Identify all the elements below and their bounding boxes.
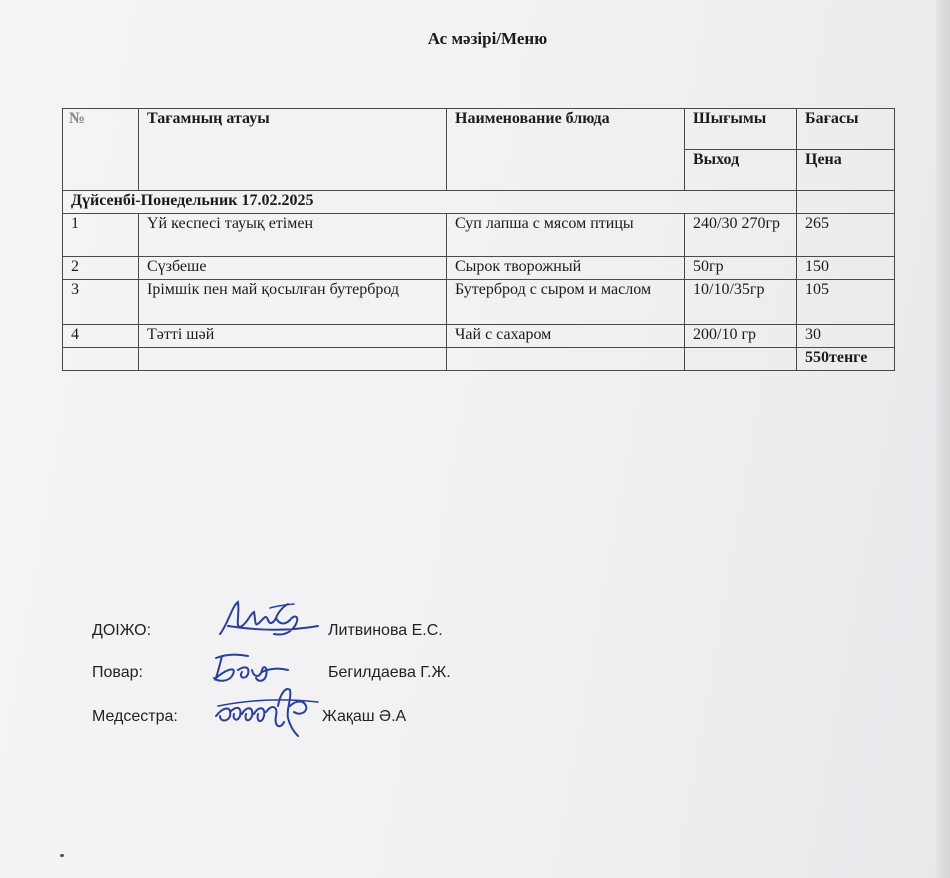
row-name-kz: Сүзбеше [139, 257, 447, 280]
row-yield: 240/30 270гр [685, 214, 797, 257]
total-empty-cell [685, 348, 797, 371]
signature-name: Жақаш Ә.А [322, 708, 407, 725]
row-name-kz: Үй кеспесі тауық етімен [139, 214, 447, 257]
row-name-kz: Тәтті шәй [139, 325, 447, 348]
row-name-ru: Суп лапша с мясом птицы [447, 214, 685, 257]
header-name-ru: Наименование блюда [447, 109, 685, 191]
header-number: № [63, 109, 139, 191]
row-number: 1 [63, 214, 139, 257]
row-yield: 200/10 гр [685, 325, 797, 348]
row-price: 265 [797, 214, 895, 257]
row-name-ru: Чай с сахаром [447, 325, 685, 348]
total-empty-cell [139, 348, 447, 371]
table-row [63, 280, 895, 325]
row-price: 105 [797, 280, 895, 325]
total-empty-cell [63, 348, 139, 371]
row-name-kz: Ірімшік пен май қосылған бутерброд [139, 280, 447, 325]
section-day-label: Дүйсенбі-Понедельник 17.02.2025 [63, 191, 797, 214]
row-name-ru: Бутерброд с сыром и маслом [447, 280, 685, 325]
header-price-ru: Цена [797, 150, 895, 191]
header-price-kz: Бағасы [797, 109, 895, 150]
section-empty-cell [797, 191, 895, 214]
row-yield: 50гр [685, 257, 797, 280]
signature-role: ДОІЖО: [92, 622, 152, 639]
row-name-ru: Сырок творожный [447, 257, 685, 280]
signature-line-cook [92, 664, 451, 682]
handwritten-signature-1 [214, 596, 324, 646]
table-row [63, 325, 895, 348]
table-header-row [63, 109, 895, 150]
menu-table [62, 108, 895, 371]
paper-edge [936, 0, 950, 878]
table-row [63, 257, 895, 280]
row-number: 2 [63, 257, 139, 280]
handwritten-signature-3 [208, 676, 326, 740]
signature-role: Повар: [92, 664, 143, 681]
total-amount: 550тенге [797, 348, 895, 371]
section-row [63, 191, 895, 214]
signature-role: Медсестра: [92, 708, 178, 725]
total-empty-cell [447, 348, 685, 371]
row-price: 150 [797, 257, 895, 280]
row-yield: 10/10/35гр [685, 280, 797, 325]
signature-line-nurse [92, 708, 407, 726]
signature-line-director [92, 622, 443, 640]
total-row [63, 348, 895, 371]
signature-name: Литвинова Е.С. [328, 622, 443, 639]
table-row [63, 214, 895, 257]
row-number: 3 [63, 280, 139, 325]
header-name-kz: Тағамның атауы [139, 109, 447, 191]
page-title: Ас мәзірі/Меню [427, 29, 548, 48]
signature-name: Бегилдаева Г.Ж. [328, 664, 451, 681]
header-yield-kz: Шығымы [685, 109, 797, 150]
row-price: 30 [797, 325, 895, 348]
paper-speck [60, 854, 64, 857]
header-yield-ru: Выход [685, 150, 797, 191]
row-number: 4 [63, 325, 139, 348]
